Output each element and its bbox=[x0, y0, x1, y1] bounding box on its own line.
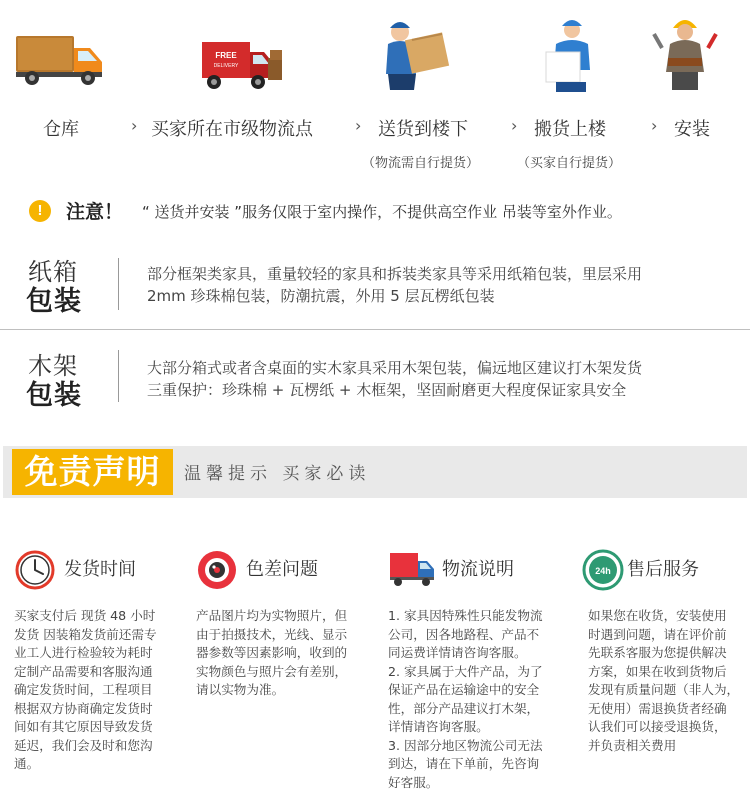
step-label-deliver-downstairs: 送货到楼下 bbox=[378, 119, 468, 140]
info-column-text bbox=[196, 607, 366, 700]
info-text-line: 请以实物为准。 bbox=[196, 682, 285, 697]
24h-service-icon bbox=[582, 549, 624, 595]
info-text-line: 详情请咨询客服。 bbox=[388, 719, 489, 734]
chevron-right-icon: › bbox=[131, 116, 138, 135]
info-text-line: 1. 家具因特殊性只能发物流 bbox=[388, 608, 543, 623]
info-text-line: 保证产品在运输途中的安全 bbox=[388, 682, 540, 697]
info-column-header bbox=[196, 545, 396, 589]
courier-with-box-icon bbox=[382, 16, 452, 94]
info-text-line: 性，部分产品建议打木架， bbox=[388, 700, 540, 716]
info-text-line: 产品图片均为实物照片，但 bbox=[196, 608, 348, 623]
clock-icon bbox=[14, 549, 56, 595]
packaging-description-line: 三重保护：珍珠棉 + 瓦楞纸 + 木框架，坚固耐磨更大程度保证家具安全 bbox=[147, 381, 627, 399]
logistics-truck-icon bbox=[388, 549, 436, 593]
info-text-line: 方案，如果在收到货物后 bbox=[588, 663, 727, 679]
step-label-carry-upstairs: 搬货上楼 bbox=[534, 119, 606, 140]
step-label-install: 安装 bbox=[674, 119, 710, 140]
24h-badge-text: 24h bbox=[595, 566, 611, 576]
wood-frame-packaging-row bbox=[0, 342, 750, 412]
free-badge-text: FREE bbox=[215, 51, 237, 60]
info-text-line: 2. 家具属于大件产品，为了 bbox=[388, 663, 543, 679]
info-text-line: 公司，因各地路程、产品不 bbox=[388, 626, 540, 642]
info-text-line: 实物颜色与照片会有差别， bbox=[196, 663, 348, 679]
disclaimer-banner bbox=[3, 446, 747, 498]
packaging-title-line2: 包装 bbox=[26, 286, 82, 317]
info-text-line: 通。 bbox=[14, 756, 40, 771]
info-column-header bbox=[14, 545, 214, 589]
camera-lens-icon bbox=[196, 549, 238, 595]
info-column-text bbox=[588, 607, 750, 755]
info-text-line: 业工人进行检验较为耗时 bbox=[14, 645, 153, 660]
info-text-line: 发现有质量问题（非人为， bbox=[588, 682, 740, 697]
info-text-line: 3. 因部分地区物流公司无法 bbox=[388, 737, 543, 753]
step-label-city-logistics: 买家所在市级物流点 bbox=[151, 119, 313, 140]
warning-icon: ! bbox=[29, 200, 51, 222]
info-text-line: 好客服。 bbox=[388, 774, 439, 790]
packaging-description-line: 部分框架类家具，重量较轻的家具和拆装类家具等采用纸箱包装，里层采用 bbox=[147, 265, 643, 283]
info-text-line: 时遇到问题，请在评价前 bbox=[588, 626, 727, 642]
info-text-line: 先联系客服为您提供解决 bbox=[588, 645, 727, 660]
info-text-line: 如果您在收货，安装使用 bbox=[588, 608, 727, 623]
step-note-self-pickup-logistics: （物流需自行提货） bbox=[362, 156, 480, 171]
notice-bar bbox=[0, 192, 750, 236]
info-text-line: 无使用）需退换货者经确 bbox=[588, 700, 727, 716]
packaging-title-line2: 包装 bbox=[26, 380, 82, 411]
info-text-line: 确定发货时间，工程项目 bbox=[14, 682, 153, 697]
info-column-title: 物流说明 bbox=[442, 559, 514, 580]
notice-text: “ 送货并安装 ”服务仅限于室内操作，不提供高空作业 吊装等室外作业。 bbox=[142, 203, 622, 221]
chevron-right-icon: › bbox=[511, 116, 518, 135]
worker-carrying-box-icon bbox=[542, 18, 598, 94]
packaging-description bbox=[147, 357, 737, 401]
step-note-self-pickup-buyer: （买家自行提货） bbox=[517, 156, 622, 171]
carton-packaging-row bbox=[0, 248, 750, 318]
info-column-header bbox=[582, 545, 750, 589]
step-label-warehouse: 仓库 bbox=[43, 119, 79, 140]
info-text-line: 同运费详情请咨询客服。 bbox=[388, 645, 527, 660]
packaging-title-line1: 木架 bbox=[28, 352, 78, 380]
info-text-line: 到达，请在下单前，先咨询 bbox=[388, 756, 540, 771]
disclaimer-title: 免责声明 bbox=[12, 449, 173, 495]
packaging-description-line: 大部分箱式或者含桌面的实木家具采用木架包装，偏远地区建议打木架发货 bbox=[147, 359, 643, 377]
info-column-text bbox=[388, 607, 558, 792]
info-text-line: 认我们可以接受退换货， bbox=[588, 719, 727, 734]
chevron-right-icon: › bbox=[355, 116, 362, 135]
info-text-line: 器参数等因素影响，收到的 bbox=[196, 645, 348, 660]
info-column-title: 色差问题 bbox=[246, 559, 318, 580]
packaging-description-line: 2mm 珍珠棉包装，防潮抗震，外用 5 层瓦楞纸包装 bbox=[147, 287, 495, 305]
section-divider bbox=[0, 329, 750, 330]
delivery-flow bbox=[0, 0, 750, 190]
notice-title: 注意！ bbox=[66, 201, 124, 223]
packaging-description bbox=[147, 263, 737, 307]
chevron-right-icon: › bbox=[651, 116, 658, 135]
divider bbox=[118, 350, 119, 402]
info-column-header bbox=[388, 545, 588, 589]
info-text-line: 并负责相关费用 bbox=[588, 737, 677, 753]
info-text-line: 延迟，我们会及时和您沟 bbox=[14, 737, 153, 753]
delivery-badge-text: DELIVERY bbox=[213, 63, 239, 69]
info-text-line: 间如有其它原因导致发货 bbox=[14, 719, 153, 734]
divider bbox=[118, 258, 119, 310]
info-text-line: 根据双方协商确定发货时 bbox=[14, 700, 153, 716]
disclaimer-subtitle: 温馨提示 买家必读 bbox=[184, 464, 371, 484]
info-text-line: 由于拍摄技术，光线、显示 bbox=[196, 626, 348, 642]
delivery-truck-icon bbox=[198, 36, 286, 92]
packaging-title-line1: 纸箱 bbox=[28, 258, 78, 286]
info-column-text bbox=[14, 607, 184, 774]
info-text-line: 发货 因装箱发货前还需专 bbox=[14, 626, 157, 642]
installer-worker-icon bbox=[650, 12, 720, 92]
info-column-title: 售后服务 bbox=[627, 559, 699, 580]
info-column-title: 发货时间 bbox=[64, 559, 136, 580]
info-text-line: 定制产品需要和客服沟通 bbox=[14, 663, 153, 679]
truck-icon bbox=[14, 30, 106, 88]
info-text-line: 买家支付后 现货 48 小时 bbox=[14, 608, 156, 623]
